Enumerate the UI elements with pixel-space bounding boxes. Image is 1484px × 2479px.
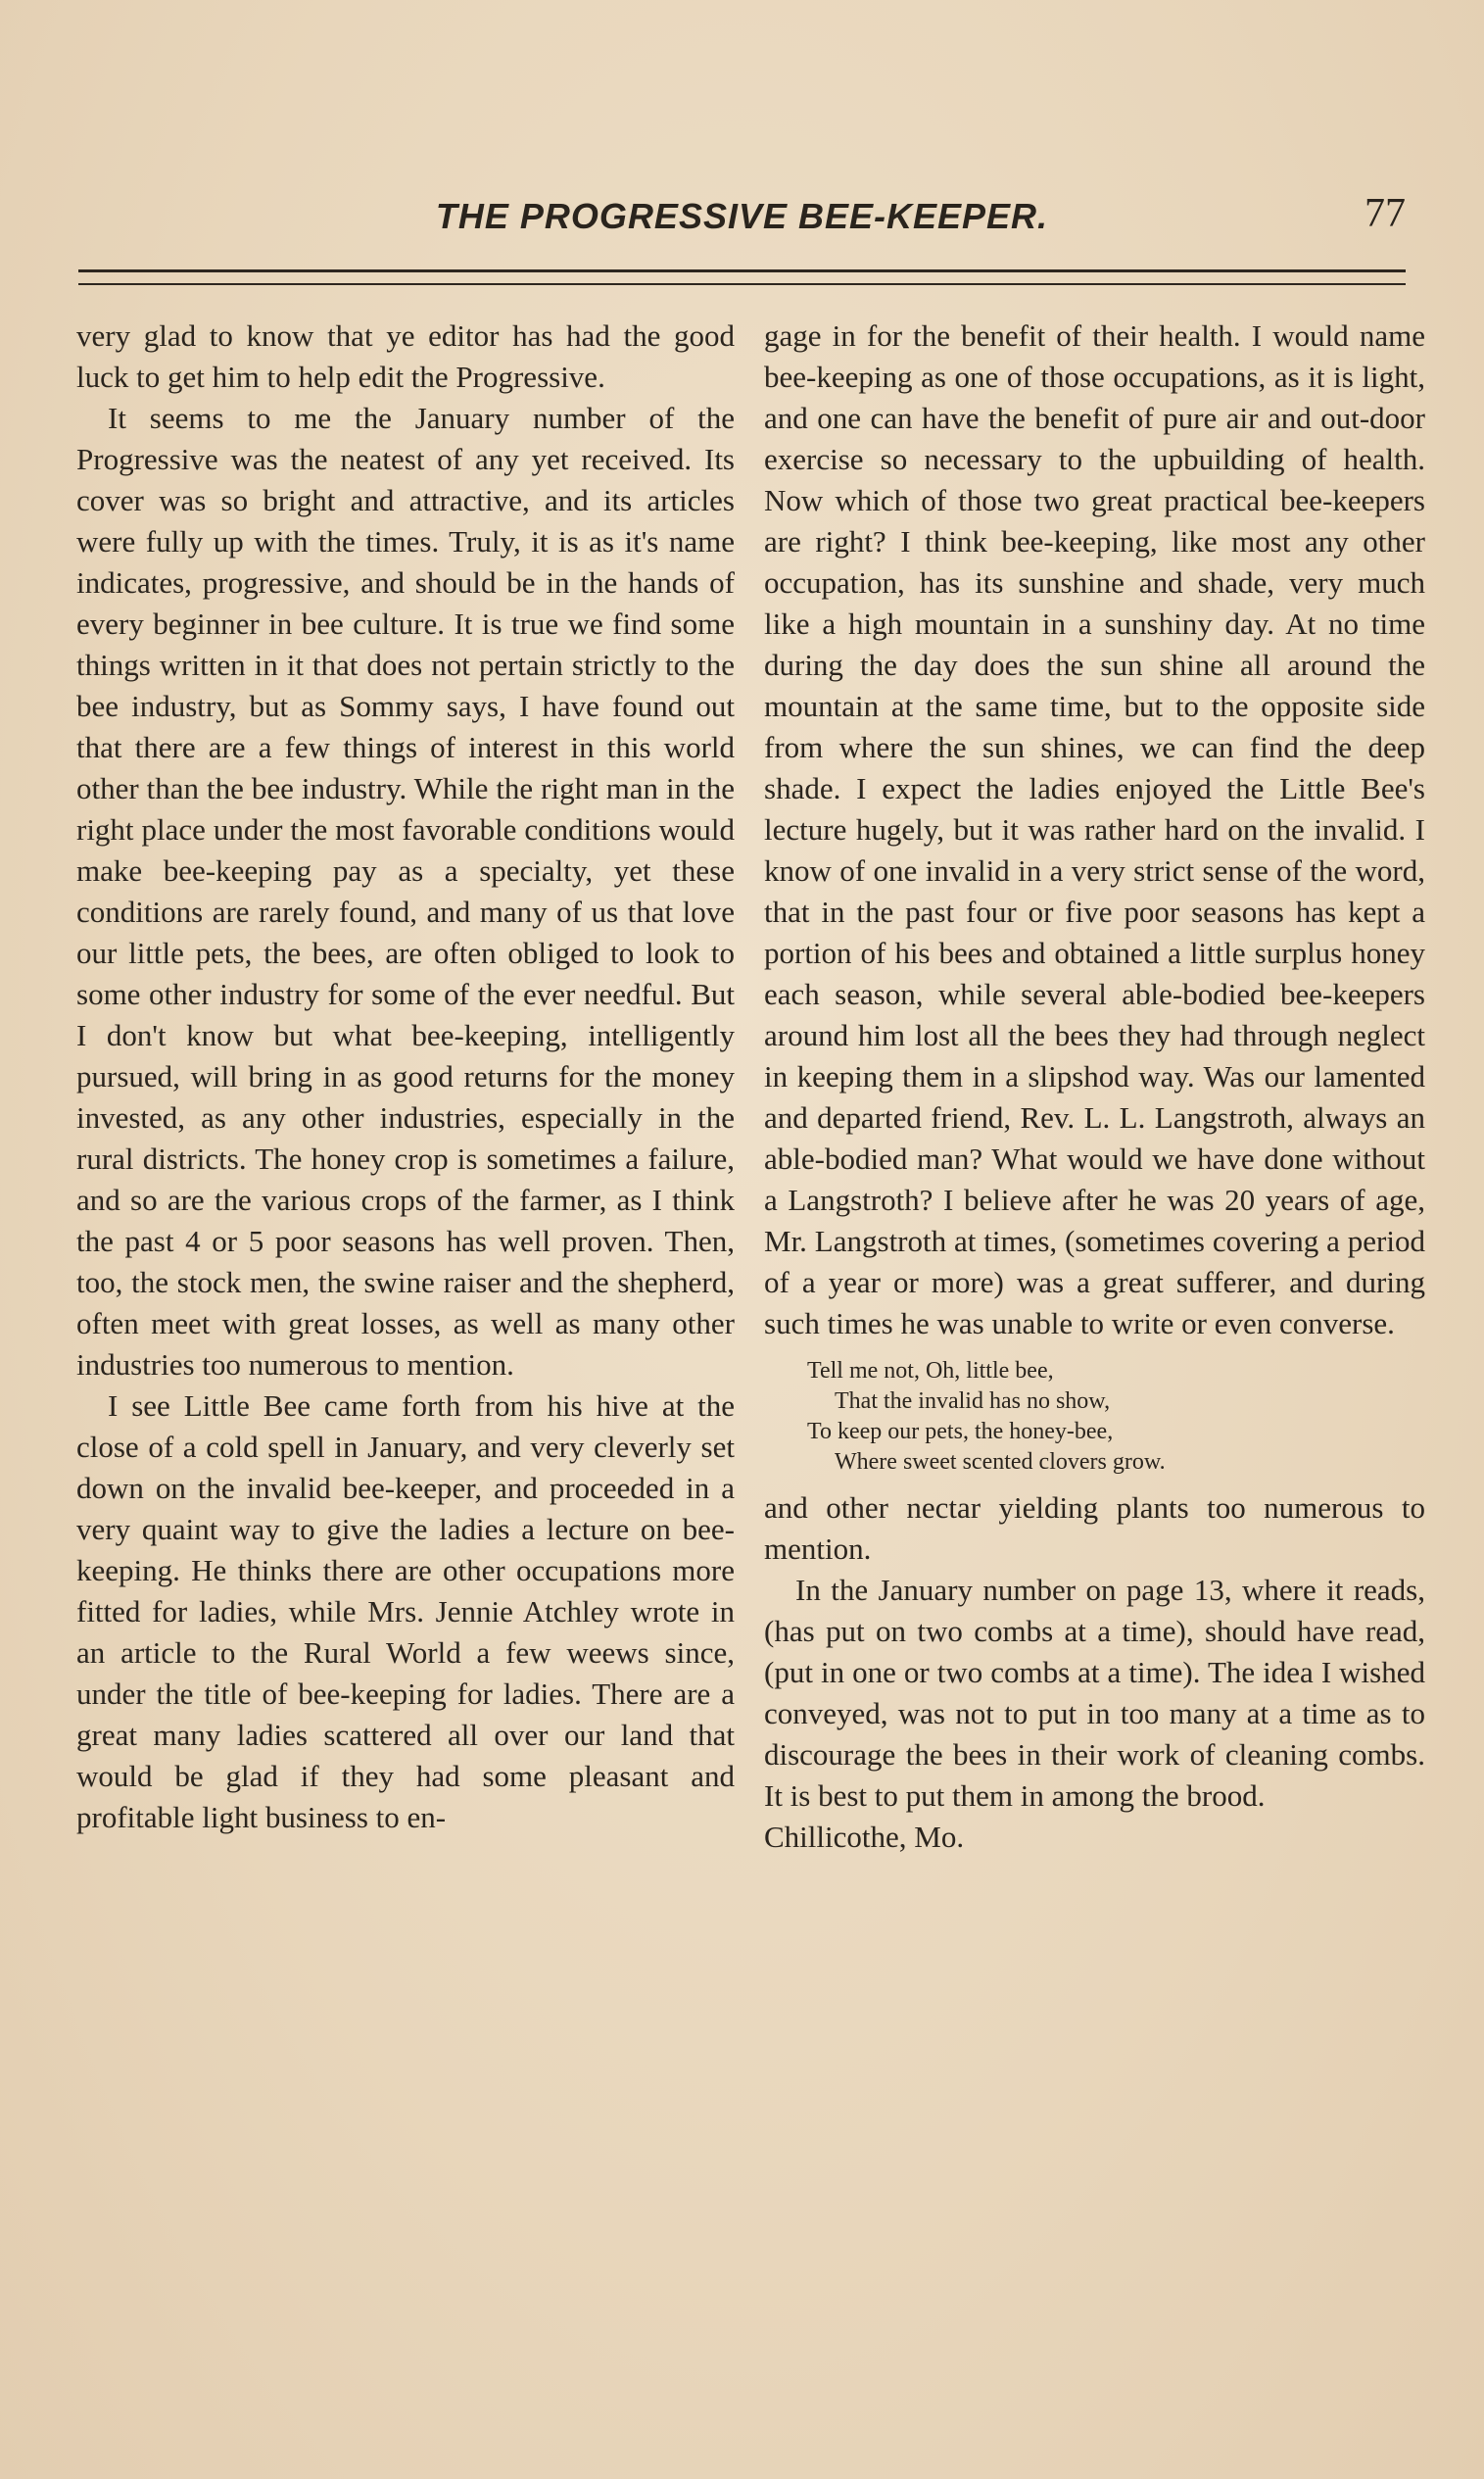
left-column [76, 316, 735, 1838]
verse-line: To keep our pets, the honey-bee, [807, 1419, 1114, 1444]
right-paragraph-1: gage in for the benefit of their health. I would name bee-keeping as one of those occupations, as it is light, and one can have the benefit of pure air and out-door exercise so necessary to the upbuilding of health. Now which of those two great practical bee-keepers are right? I think bee-keeping, like most any other occupation, has its sunshine and shade, very much like a high mountain in a sunshiny day. At no time during the day does the sun shine all around the mountain at the same time, but to the opposite side from where the sun shines, we can find the deep shade. I expect the ladies enjoyed the Little Bee's lecture hugely, but it was rather hard on the invalid. I know of one invalid in a very strict sense of the word, that in the past four or five poor seasons has kept a portion of his bees and obtained a little surplus honey each season, while several able-bodied bee-keepers around him lost all the bees they had through neglect in keeping them in a slipshod way. Was our lamented and departed friend, Rev. L. L. Langstroth, always an able-bodied man? What would we have done without a Langstroth? I believe after he was 20 years of age, Mr. Langstroth at times, (sometimes covering a period of a year or more) was a great sufferer, and during such times he was unable to write or even converse. [764, 318, 1425, 1340]
page-number: 77 [1364, 191, 1406, 236]
right-paragraph-3: In the January number on page 13, where it reads, (has put on two combs at a time), should have read, (put in one or two combs at a time). The idea I wished conveyed, was not to put in too many at a time as to discourage the bees in their work of cleaning combs. It is best to put them in among the brood. [764, 1573, 1425, 1813]
signoff-location: Chillicothe, Mo. [764, 1820, 965, 1854]
right-column [764, 316, 1425, 1858]
running-title: THE PROGRESSIVE BEE-KEEPER. [435, 196, 1049, 236]
verse-line: Tell me not, Oh, little bee, [807, 1358, 1054, 1384]
header-rule-thick [78, 269, 1406, 272]
right-paragraph-2: and other nectar yielding plants too numerous to mention. [764, 1490, 1425, 1566]
verse-line: Where sweet scented clovers grow. [835, 1449, 1166, 1475]
left-paragraph-3: I see Little Bee came forth from his hive at the close of a cold spell in January, and very cleverly set down on the invalid bee-keeper, and proceeded in a very quaint way to give the ladies a lecture on bee-keeping. He thinks there are other occupations more fitted for ladies, while Mrs. Jennie Atchley wrote in an article to the Rural World a few weews since, under the title of bee-keeping for ladies. There are a great many ladies scattered all over our land that would be glad if they had some pleasant and profitable light business to en- [76, 1388, 735, 1834]
left-paragraph-1: very glad to know that ye editor has had the good luck to get him to help edit the Progressive. [76, 318, 735, 394]
header-rule-thin [78, 283, 1406, 285]
verse-quote [807, 1356, 1425, 1478]
verse-line: That the invalid has no show, [835, 1388, 1111, 1414]
left-paragraph-2: It seems to me the January number of the Progressive was the neatest of any yet received. Its cover was so bright and attractive, and its articles were fully up with the times. Truly, it is as it's name indicates, progressive, and should be in the hands of every beginner in bee culture. It is true we find some things written in it that does not pertain strictly to the bee industry, but as Sommy says, I have found out that there are a few things of interest in this world other than the bee industry. While the right man in the right place under the most favorable conditions would make bee-keeping pay as a specialty, yet these conditions are rarely found, and many of us that love our little pets, the bees, are often obliged to look to some other industry for some of the ever needful. But I don't know but what bee-keeping, intelligently pursued, will bring in as good returns for the money invested, as any other industries, especially in the rural districts. The honey crop is sometimes a failure, and so are the various crops of the farmer, as I think the past 4 or 5 poor seasons has well proven. Then, too, the stock men, the swine raiser and the shepherd, often meet with great losses, as well as many other industries too numerous to mention. [76, 401, 735, 1382]
page-header [78, 191, 1406, 255]
